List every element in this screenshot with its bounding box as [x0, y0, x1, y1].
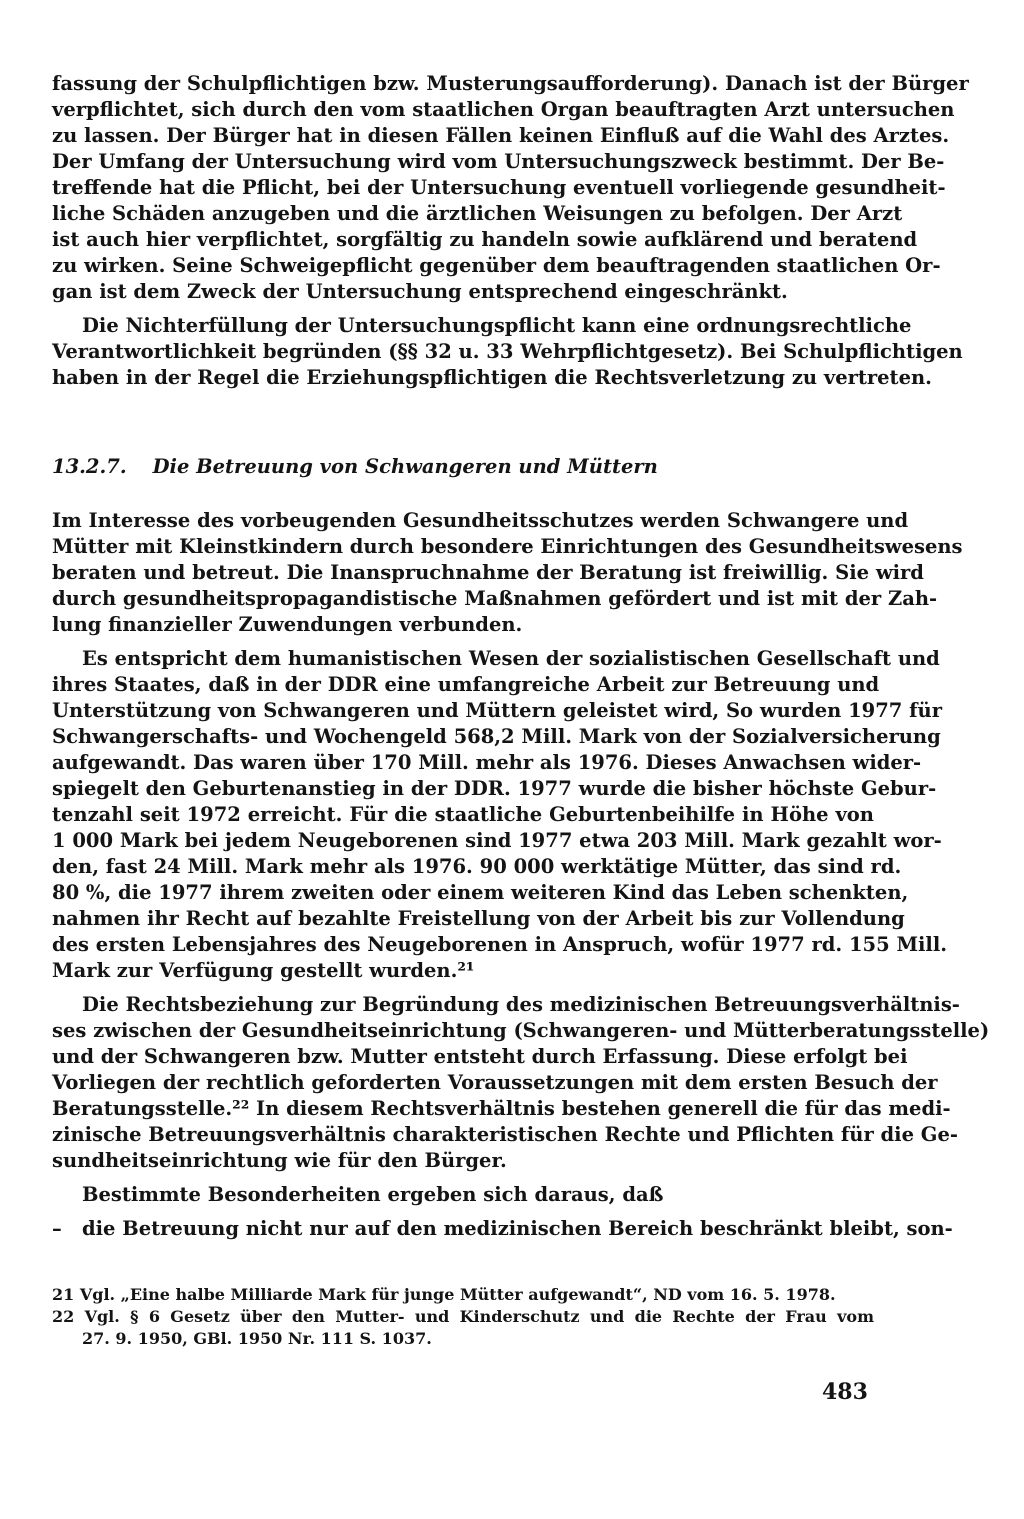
text-line: spiegelt den Geburtenanstieg in der DDR. 1977 wurde die bisher höchste Gebur- [52, 777, 937, 800]
section-heading [52, 454, 658, 480]
text-line: liche Schäden anzugeben und die ärztlichen Weisungen zu befolgen. Der Arzt [52, 202, 903, 225]
text-line: zu wirken. Seine Schweigepflicht gegenüber dem beauftragenden staatlichen Or- [52, 254, 941, 277]
text-line: zu lassen. Der Bürger hat in diesen Fällen keinen Einfluß auf die Wahl des Arztes. [52, 124, 950, 147]
text-line: Die Rechtsbeziehung zur Begründung des medizinischen Betreuungsverhältnis- [82, 993, 960, 1016]
text-line: haben in der Regel die Erziehungspflichtigen die Rechtsverletzung zu vertreten. [52, 366, 932, 389]
text-line: fassung der Schulpflichtigen bzw. Musterungsaufforderung). Danach ist der Bürger [52, 72, 969, 95]
page-number: 483 [822, 1379, 868, 1405]
footnote-22: 22 Vgl. § 6 Gesetz über den Mutter- und Kinderschutz und die Rechte der Frau vom [52, 1307, 874, 1326]
text-line: Bestimmte Besonderheiten ergeben sich daraus, daß [82, 1183, 664, 1206]
text-line: Schwangerschafts- und Wochengeld 568,2 Mill. Mark von der Sozialversicherung [52, 725, 941, 748]
text-line: zinische Betreuungsverhältnis charakteristischen Rechte und Pflichten für die Ge- [52, 1123, 958, 1146]
list-item-text: die Betreuung nicht nur auf den medizinischen Bereich beschränkt bleibt, son- [82, 1217, 953, 1240]
text-line: Im Interesse des vorbeugenden Gesundheitsschutzes werden Schwangere und [52, 509, 909, 532]
text-line: sundheitseinrichtung wie für den Bürger. [52, 1149, 507, 1172]
text-line: verpflichtet, sich durch den vom staatlichen Organ beauftragten Arzt untersuchen [52, 98, 955, 121]
text-line: gan ist dem Zweck der Untersuchung entsprechend eingeschränkt. [52, 280, 788, 303]
text-line: nahmen ihr Recht auf bezahlte Freistellung von der Arbeit bis zur Vollendung [52, 907, 905, 930]
text-line: Verantwortlichkeit begründen (§§ 32 u. 33 Wehrpflichtgesetz). Bei Schulpflichtigen [52, 340, 963, 363]
text-line: Die Nichterfüllung der Untersuchungspflicht kann eine ordnungsrechtliche [82, 314, 912, 337]
text-line: 1 000 Mark bei jedem Neugeborenen sind 1977 etwa 203 Mill. Mark gezahlt wor- [52, 829, 942, 852]
text-line: Vorliegen der rechtlich geforderten Voraussetzungen mit dem ersten Besuch der [52, 1071, 938, 1094]
text-line: Unterstützung von Schwangeren und Müttern geleistet wird, So wurden 1977 für [52, 699, 942, 722]
list-dash: – [52, 1217, 62, 1240]
text-line: Mark zur Verfügung gestellt wurden.²¹ [52, 959, 475, 982]
section-title: Die Betreuung von Schwangeren und Müttern [152, 455, 658, 478]
text-line: beraten und betreut. Die Inanspruchnahme der Beratung ist freiwillig. Sie wird [52, 561, 924, 584]
text-line: tenzahl seit 1972 erreicht. Für die staatliche Geburtenbeihilfe in Höhe von [52, 803, 874, 826]
text-line: ses zwischen der Gesundheitseinrichtung (Schwangeren- und Mütterberatungsstelle) [52, 1019, 990, 1042]
footnote-22-continued: 27. 9. 1950, GBl. 1950 Nr. 111 S. 1037. [82, 1329, 432, 1348]
text-line: Mütter mit Kleinstkindern durch besondere Einrichtungen des Gesundheitswesens [52, 535, 963, 558]
text-line: und der Schwangeren bzw. Mutter entsteht durch Erfassung. Diese erfolgt bei [52, 1045, 908, 1068]
text-line: Beratungsstelle.²² In diesem Rechtsverhältnis bestehen generell die für das medi- [52, 1097, 951, 1120]
text-line: Der Umfang der Untersuchung wird vom Untersuchungszweck bestimmt. Der Be- [52, 150, 945, 173]
text-line: durch gesundheitspropagandistische Maßnahmen gefördert und ist mit der Zah- [52, 587, 938, 610]
text-line: 80 %, die 1977 ihrem zweiten oder einem weiteren Kind das Leben schenkten, [52, 881, 909, 904]
text-line: lung finanzieller Zuwendungen verbunden. [52, 613, 523, 636]
text-line: des ersten Lebensjahres des Neugeborenen in Anspruch, wofür 1977 rd. 155 Mill. [52, 933, 948, 956]
text-line: den, fast 24 Mill. Mark mehr als 1976. 90 000 werktätige Mütter, das sind rd. [52, 855, 902, 878]
text-line: ihres Staates, daß in der DDR eine umfangreiche Arbeit zur Betreuung und [52, 673, 880, 696]
section-number: 13.2.7. [52, 455, 127, 478]
text-line: aufgewandt. Das waren über 170 Mill. mehr als 1976. Dieses Anwachsen wider- [52, 751, 922, 774]
text-line: ist auch hier verpflichtet, sorgfältig zu handeln sowie aufklärend und beratend [52, 228, 918, 251]
text-line: Es entspricht dem humanistischen Wesen der sozialistischen Gesellschaft und [82, 647, 940, 670]
text-line: treffende hat die Pflicht, bei der Untersuchung eventuell vorliegende gesundheit- [52, 176, 946, 199]
footnote-21: 21 Vgl. „Eine halbe Milliarde Mark für junge Mütter aufgewandt“, ND vom 16. 5. 1978. [52, 1285, 836, 1304]
